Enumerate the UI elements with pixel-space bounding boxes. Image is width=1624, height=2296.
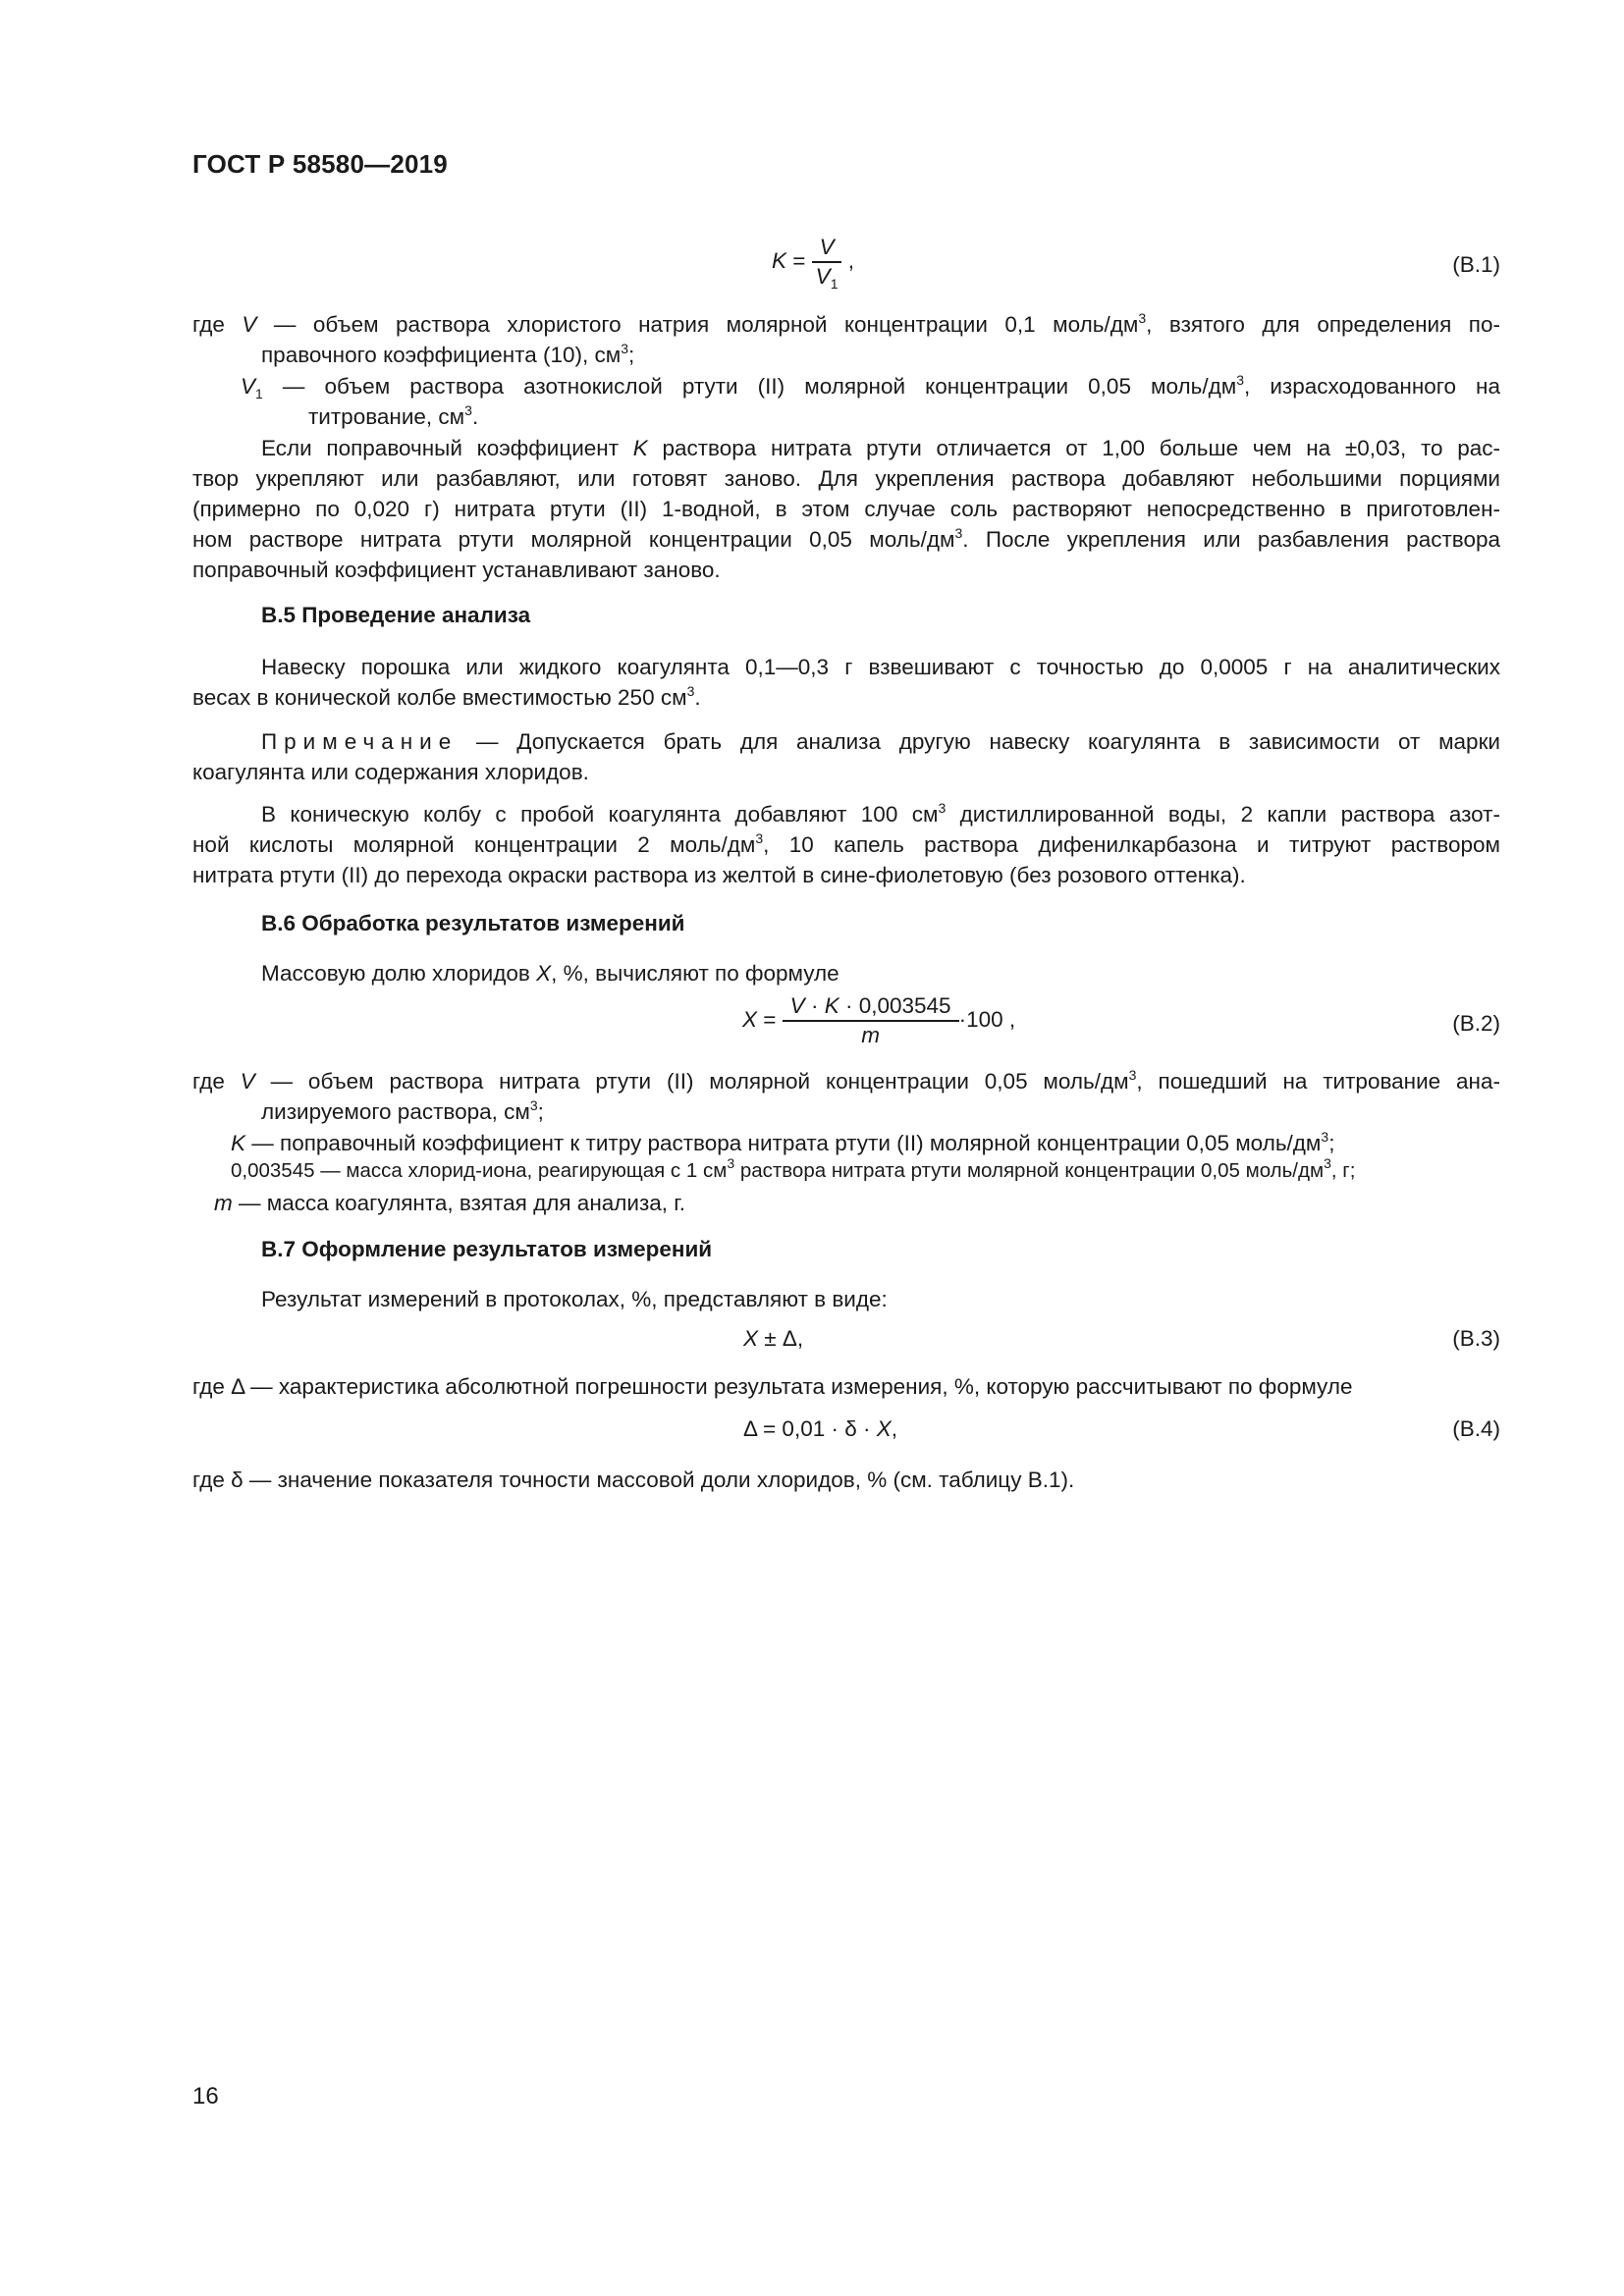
formula-b1-tail: , bbox=[847, 247, 855, 273]
formula-b2-num-const: 0,003545 bbox=[858, 993, 951, 1018]
note-label: Примечание bbox=[261, 729, 459, 754]
def-text: — поправочный коэффициент к титру раствора нитрата ртути (II) молярной концентрации 0,05 моль/дм bbox=[251, 1131, 1322, 1155]
formula-b4-number: (В.4) bbox=[1452, 1416, 1500, 1441]
formula-b4-lhs: Δ = 0,01 · δ · bbox=[743, 1416, 871, 1441]
formula-b2-lhs: X bbox=[742, 1006, 758, 1032]
def-symbol: V bbox=[241, 374, 256, 399]
def-text: — объем раствора хлористого натрия молярной концентрации 0,1 моль/дм bbox=[273, 312, 1139, 337]
para-text: раствора нитрата ртути отличается от 1,00 больше чем на ±0,03, то рас- bbox=[662, 436, 1500, 460]
def-text: правочного коэффициента (10), см bbox=[261, 343, 622, 367]
note-text: — Допускается брать для анализа другую навеску коагулянта в зависимости от марки bbox=[476, 729, 1500, 754]
def-text: , взятого для определения по- bbox=[1146, 312, 1500, 337]
superscript: 3 bbox=[464, 402, 472, 418]
def-const-b2 bbox=[231, 1155, 1356, 1183]
superscript: 3 bbox=[1138, 310, 1147, 326]
formula-b4-x: X bbox=[876, 1416, 892, 1441]
b5-para2-line2 bbox=[192, 829, 1500, 860]
def-text: 0,003545 — масса хлорид-иона, реагирующая с 1 см bbox=[231, 1159, 728, 1182]
formula-b3-x: X bbox=[743, 1326, 759, 1351]
para-correction-line5: поправочный коэффициент устанавливают заново. bbox=[192, 558, 721, 582]
subscript: 1 bbox=[255, 386, 263, 401]
def-v-b2 bbox=[192, 1066, 1500, 1096]
formula-b2: X = $\frac{V \cdot K \cdot 0,003545}{m}$ ·100 , bbox=[742, 993, 1016, 1047]
def-v1-b1 bbox=[241, 371, 1500, 401]
superscript: 3 bbox=[727, 1155, 735, 1171]
formula-b2-num-k: K bbox=[824, 993, 839, 1018]
formula-b1-lhs: K bbox=[772, 247, 787, 273]
page-number: 16 bbox=[192, 2083, 219, 2109]
def-text: лизируемого раствора, см bbox=[261, 1099, 530, 1124]
def-symbol: V bbox=[240, 1069, 255, 1094]
b5-para1-line2: весах в конической колбе вместимостью 250 $см^3$. bbox=[192, 683, 701, 710]
superscript: 3 bbox=[755, 830, 764, 846]
formula-b2-tail: 100 , bbox=[966, 1006, 1016, 1032]
where-word: где bbox=[192, 1069, 225, 1094]
def-text: — объем раствора азотнокислой ртути (II) молярной концентрации 0,05 моль/дм bbox=[282, 374, 1237, 399]
superscript: 3 bbox=[1324, 1155, 1331, 1171]
formula-b2-number: (В.2) bbox=[1452, 1011, 1500, 1036]
def-k-b2: K — поправочный коэффициент к титру раствора нитрата ртути (II) молярной концентрации 0,05 моль/$дм^3$; bbox=[231, 1129, 1335, 1155]
def-text: раствора нитрата ртути молярной концентрации 0,05 моль/дм bbox=[739, 1159, 1325, 1182]
section-b5-title: В.5 Проведение анализа bbox=[261, 603, 531, 627]
section-b6-title: В.6 Обработка результатов измерений bbox=[261, 911, 685, 935]
para-text: Массовую долю хлоридов bbox=[261, 961, 530, 986]
def-m-b2 bbox=[214, 1188, 685, 1218]
superscript: 3 bbox=[686, 683, 695, 699]
formula-b2-fraction: $\frac{V \cdot K \cdot 0,003545}{m}$ bbox=[783, 992, 959, 1049]
def-text: , пошедший на титрование ана- bbox=[1136, 1069, 1500, 1094]
def-v-b1-cont: правочного коэффициента (10), $см^3$; bbox=[261, 341, 635, 367]
formula-b2-denominator: m bbox=[861, 1023, 880, 1047]
superscript: 3 bbox=[954, 525, 963, 541]
para-text: весах в конической колбе вместимостью 250 см bbox=[192, 685, 687, 710]
b6-intro bbox=[261, 958, 839, 988]
para-text: В коническую колбу с пробой коагулянта добавляют 100 см bbox=[261, 802, 939, 827]
def-text: титрование, см bbox=[308, 404, 465, 429]
def-v1-b1-cont: титрование, $см^3$. bbox=[308, 402, 479, 429]
b7-intro: Результат измерений в протоколах, %, представляют в виде: bbox=[261, 1287, 888, 1311]
para-correction-line1 bbox=[261, 433, 1500, 463]
para-correction-line4 bbox=[192, 524, 1500, 555]
formula-b3-number: (В.3) bbox=[1452, 1326, 1500, 1351]
section-b7-title: В.7 Оформление результатов измерений bbox=[261, 1237, 713, 1261]
def-text: — масса коагулянта, взятая для анализа, г. bbox=[239, 1191, 685, 1215]
superscript: 3 bbox=[621, 341, 628, 356]
formula-b1-den-sub: 1 bbox=[830, 276, 839, 292]
formula-b4-tail: , bbox=[891, 1416, 898, 1441]
b5-para1-line1: Навеску порошка или жидкого коагулянта 0,1—0,3 г взвешивают с точностью до 0,0005 г на аналитических bbox=[261, 655, 1500, 679]
formula-b1-denominator: V bbox=[815, 264, 831, 289]
b5-note-line2: коагулянта или содержания хлоридов. bbox=[192, 760, 589, 784]
formula-b3-rest: ± Δ, bbox=[764, 1326, 804, 1351]
b5-para2-line1 bbox=[261, 799, 1500, 829]
para-text: Если поправочный коэффициент bbox=[261, 436, 620, 460]
para-symbol: X bbox=[536, 961, 552, 986]
def-v-b2-cont: лизируемого раствора, $см^3$; bbox=[261, 1097, 544, 1124]
document-header: ГОСТ Р 58580—2019 bbox=[192, 149, 448, 179]
para-text: , %, вычисляют по формуле bbox=[551, 961, 839, 986]
para-correction-line2: твор укрепляют или разбавляют, или готовят заново. Для укрепления раствора добавляют небольшими порциями bbox=[192, 466, 1500, 491]
b5-para2-line3: нитрата ртути (II) до перехода окраски раствора из желтой в сине-фиолетовую (без розового оттенка). bbox=[192, 863, 1246, 887]
superscript: 3 bbox=[1128, 1067, 1137, 1083]
para-text: ной кислоты молярной концентрации 2 моль/дм bbox=[192, 832, 756, 857]
def-text: , израсходованного на bbox=[1244, 374, 1500, 399]
where-word: где bbox=[192, 312, 225, 337]
def-symbol: V bbox=[242, 312, 257, 337]
def-v-b1 bbox=[192, 309, 1500, 340]
b5-note-line1 bbox=[261, 726, 1500, 757]
para-symbol: K bbox=[632, 436, 648, 460]
para-text: дистиллированной воды, 2 капли раствора азот- bbox=[959, 802, 1500, 827]
delta-small-definition: где δ — значение показателя точности массовой доли хлоридов, % (см. таблицу В.1). bbox=[192, 1468, 1075, 1492]
formula-b1-number: (В.1) bbox=[1452, 252, 1500, 277]
para-text: , 10 капель раствора дифенилкарбазона и титруют раствором bbox=[763, 832, 1501, 857]
formula-b1-fraction bbox=[812, 234, 842, 291]
delta-definition: где Δ — характеристика абсолютной погрешности результата измерения, %, которую рассчитывают по формуле bbox=[192, 1374, 1353, 1399]
def-text: — объем раствора нитрата ртути (II) молярной концентрации 0,05 моль/дм bbox=[270, 1069, 1129, 1094]
superscript: 3 bbox=[1236, 372, 1245, 388]
formula-b1-numerator: V bbox=[819, 235, 835, 259]
para-correction-line3: (примерно по 0,020 г) нитрата ртути (II) 1-водной, в этом случае соль растворяют непосредственно в приготовлен- bbox=[192, 497, 1500, 521]
superscript: 3 bbox=[529, 1097, 538, 1113]
formula-b3 bbox=[743, 1326, 803, 1352]
def-text: , г; bbox=[1330, 1159, 1356, 1182]
superscript: 3 bbox=[938, 800, 947, 816]
formula-b2-num-v: V bbox=[789, 993, 805, 1018]
formula-b4 bbox=[743, 1416, 897, 1442]
para-text: . После укрепления или разбавления раствора bbox=[962, 527, 1500, 552]
para-text: ном растворе нитрата ртути молярной концентрации 0,05 моль/дм bbox=[192, 527, 955, 552]
def-symbol: m bbox=[214, 1191, 233, 1215]
superscript: 3 bbox=[1321, 1129, 1329, 1145]
formula-b1: K = $\frac{V}{V_1}$ , bbox=[772, 235, 855, 292]
def-symbol: K bbox=[231, 1131, 246, 1155]
